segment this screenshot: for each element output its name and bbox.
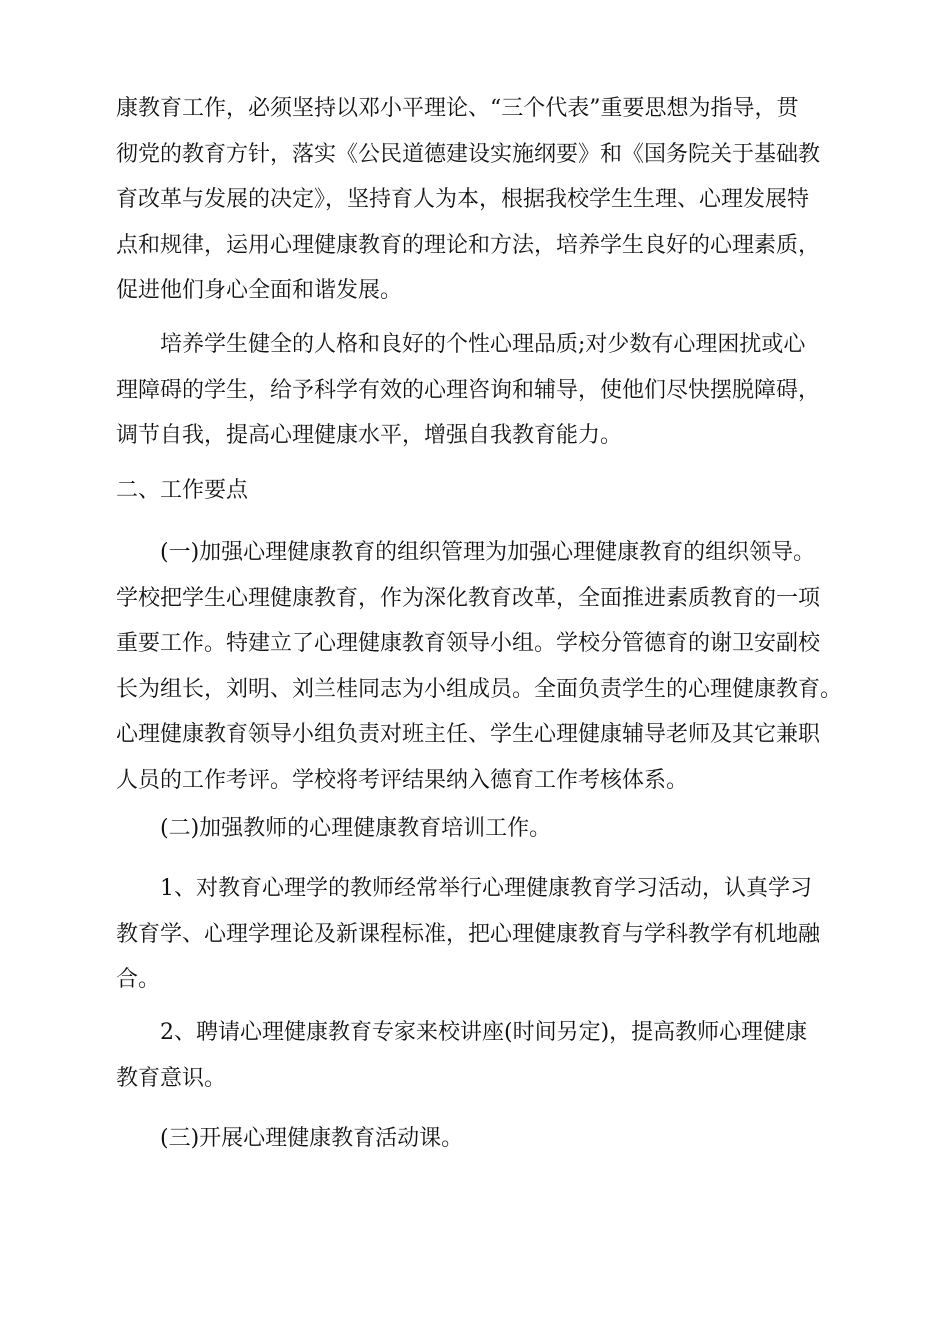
paragraph-goals bbox=[116, 322, 856, 459]
list-item-2 bbox=[116, 1010, 856, 1101]
text-line: 教育学、心理学理论及新课程标准，把心理健康教育与学科教学有机地融 bbox=[116, 921, 821, 947]
text-line: 彻党的教育方针，落实《公民道德建设实施纲要》和《国务院关于基础教 bbox=[116, 141, 821, 167]
text-line: 2、聘请心理健康教育专家来校讲座(时间另定)，提高教师心理健康 bbox=[160, 1020, 808, 1045]
section-heading bbox=[116, 468, 856, 514]
text-line: 调节自我，提高心理健康水平，增强自我教育能力。 bbox=[116, 423, 623, 448]
text-line: 康教育工作，必须坚持以邓小平理论、“三个代表”重要思想为指导，贯 bbox=[116, 96, 799, 121]
text-line: 促进他们身心全面和谐发展。 bbox=[116, 278, 403, 303]
paragraph-teacher-training bbox=[116, 806, 856, 852]
heading-text: 二、工作要点 bbox=[116, 478, 249, 503]
text-line: 重要工作。特建立了心理健康教育领导小组。学校分管德育的谢卫安副校 bbox=[116, 631, 821, 656]
text-line: 理障碍的学生，给予科学有效的心理咨询和辅导，使他们尽快摆脱障碍， bbox=[116, 377, 821, 403]
text-line: 教育意识。 bbox=[116, 1065, 227, 1091]
text-line: 点和规律，运用心理健康教育的理论和方法，培养学生良好的心理素质， bbox=[116, 232, 821, 258]
text-line: 合。 bbox=[116, 967, 161, 992]
paragraph-organization bbox=[116, 530, 856, 803]
text-line: 长为组长，刘明、刘兰桂同志为小组成员。全面负责学生的心理健康教育。 bbox=[116, 676, 843, 702]
text-line: 1、对教育心理学的教师经常举行心理健康教育学习活动，认真学习 bbox=[160, 876, 812, 901]
text-line: 人员的工作考评。学校将考评结果纳入德育工作考核体系。 bbox=[116, 767, 689, 793]
paragraph-guiding-principles bbox=[116, 86, 856, 314]
text-line: (二)加强教师的心理健康教育培训工作。 bbox=[160, 816, 552, 841]
text-line: 学校把学生心理健康教育，作为深化教育改革，全面推进素质教育的一项 bbox=[116, 585, 821, 611]
list-item-1 bbox=[116, 866, 856, 1003]
text-line: 培养学生健全的人格和良好的个性心理品质;对少数有心理困扰或心 bbox=[160, 332, 806, 357]
text-line: 育改革与发展的决定》，坚持育人为本，根据我校学生生理、心理发展特 bbox=[116, 187, 810, 212]
paragraph-activity-class bbox=[116, 1116, 856, 1162]
text-line: 心理健康教育领导小组负责对班主任、学生心理健康辅导老师及其它兼职 bbox=[116, 722, 821, 747]
text-line: (一)加强心理健康教育的组织管理为加强心理健康教育的组织领导。 bbox=[160, 540, 816, 565]
text-line: (三)开展心理健康教育活动课。 bbox=[160, 1126, 464, 1151]
